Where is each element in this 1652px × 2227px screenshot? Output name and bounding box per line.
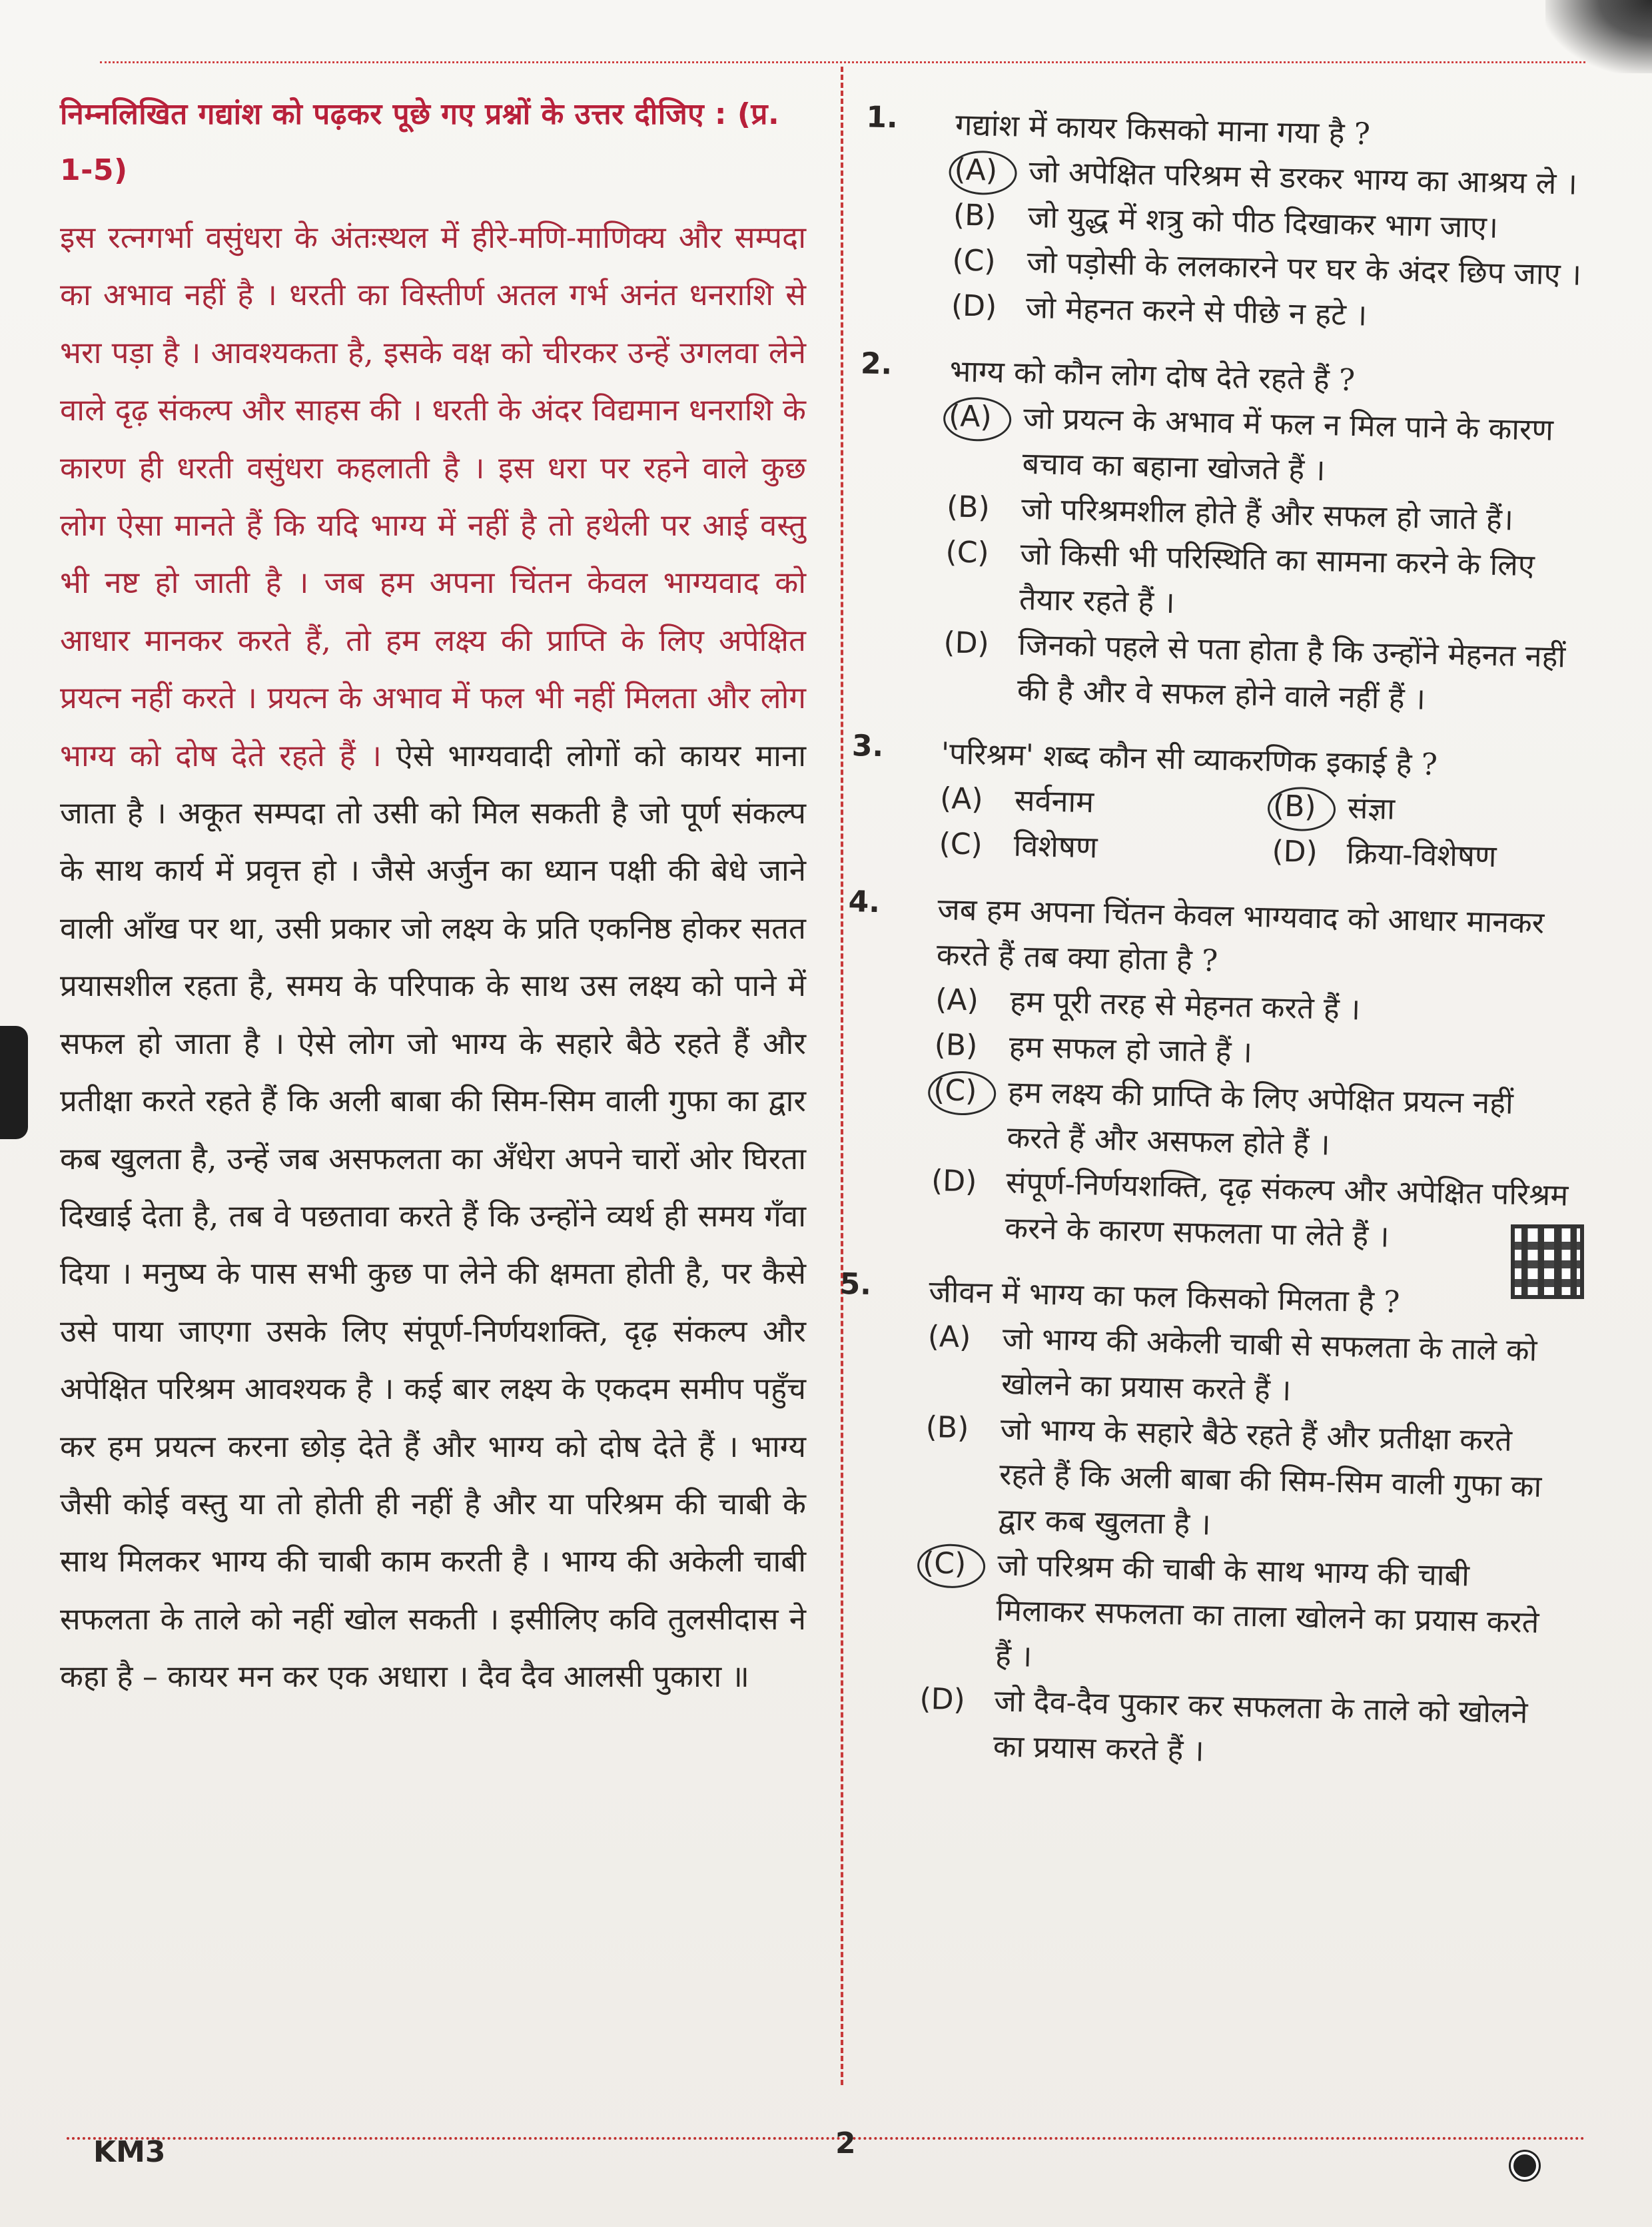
question-text: जीवन में भाग्य का फल किसको मिलता है ? — [928, 1273, 1400, 1320]
option-label: (B) — [934, 1028, 978, 1063]
option-a — [939, 776, 1273, 829]
option-label-circled: (B) — [1272, 783, 1340, 830]
option-label-circled: (A) — [948, 394, 1016, 440]
option-text: जो परिश्रम की चाबी के साथ भाग्य की चाबी मिलाकर सफलता का ताला खोलने का प्रयास करते हैं । — [995, 1547, 1540, 1674]
option-label: (D) — [919, 1681, 966, 1717]
top-rule — [100, 61, 1585, 63]
option-text: जो किसी भी परिस्थिति का सामना करने के लिए तैयार रहते हैं । — [1019, 536, 1535, 621]
options-list — [918, 1314, 1567, 1782]
question-number: 2. — [860, 346, 893, 382]
option-text: संपूर्ण-निर्णयशक्ति, दृढ़ संकल्प और अपेक्षित परिश्रम करने के कारण सफलता पा लेते हैं । — [1005, 1164, 1569, 1254]
passage-main: ऐसे भाग्यवादी लोगों को कायर माना जाता है । अकूत सम्पदा तो उसी को मिल सकती है जो पूर्ण संकल्प के साथ कार्य में प्रवृत्त हो । जैसे अर्जुन का ध्यान पक्षी की बेधे जाने वाली आँख पर था, उसी प्रकार जो लक्ष्य के प्रति एकनिष्ठ होकर सतत प्रयासशील रहता है, समय के परिपाक के साथ उस लक्ष्य को पाने में सफल हो जाता है । ऐसे लोग जो भाग्य के सहारे बैठे रहते हैं और प्रतीक्षा करते रहते हैं कि अली बाबा की सिम-सिम वाली गुफा का द्वार कब खुलता है, उन्हें जब असफलता का अँधेरा अपने चारों ओर घिरता दिखाई देता है, तब वे पछतावा करते हैं कि उन्होंने व्यर्थ ही समय गँवा दिया । मनुष्य के पास सभी कुछ पा लेने की क्षमता होती है, पर कैसे उसे पाया जाएगा उसके लिए संपूर्ण-निर्णयशक्ति, दृढ़ संकल्प और अपेक्षित परिश्रम आवश्यक है । कई बार लक्ष्य के एकदम समीप पहुँच कर हम प्रयत्न करना छोड़ देते हैं और भाग्य को दोष देते हैं । भाग्य जैसी कोई वस्तु या तो होती ही नहीं है और या परिश्रम की चाबी के साथ मिलकर भाग्य की चाबी काम करती है । भाग्य की अकेली चाबी सफलता के ताले को नहीं खोल सकती । इसीलिए कवि तुलसीदास ने कहा है – कायर मन कर एक अधारा । दैव दैव आलसी पुकारा ॥ — [60, 737, 806, 1695]
option-text: जो अपेक्षित परिश्रम से डरकर भाग्य का आश्रय ले । — [1029, 153, 1578, 202]
option-label: (C) — [951, 243, 997, 278]
question-3 — [839, 729, 1581, 881]
option-label: (B) — [953, 198, 997, 233]
question-number: 4. — [848, 885, 881, 920]
question-1 — [851, 100, 1595, 343]
option-text: जो युद्ध में शत्रु को पीठ दिखाकर भाग जाए। — [1027, 199, 1499, 245]
question-2 — [842, 346, 1589, 725]
paper-code: KM3 — [93, 2135, 166, 2169]
instructions-heading: निम्नलिखित गद्यांश को पढ़कर पूछे गए प्रश्नों के उत्तर दीजिए : (प्र. 1-5) — [60, 97, 780, 187]
option-text: जो मेहनत करने से पीछे न हटे । — [1025, 289, 1368, 333]
option-text: हम सफल हो जाते हैं । — [1009, 1029, 1253, 1070]
option-text: जो परिश्रमशील होते हैं और सफल हो जाते हैं। — [1021, 490, 1514, 538]
page-number: 2 — [835, 2126, 856, 2160]
option-label-circled: (C) — [922, 1541, 990, 1587]
option-c — [920, 1541, 1562, 1691]
option-d — [942, 620, 1583, 725]
option-c — [944, 530, 1585, 635]
option-label: (B) — [946, 490, 991, 525]
option-text: जो भाग्य के सहारे बैठे रहते हैं और प्रतीक्षा करते रहते हैं कि अली बाबा की सिम-सिम वाली गुफा का द्वार कब खुलता है । — [998, 1411, 1542, 1542]
option-label: (C) — [939, 827, 983, 862]
option-b — [923, 1405, 1565, 1556]
passage-column — [60, 87, 806, 1706]
registration-dot-icon — [1511, 2152, 1539, 2180]
question-text: भाग्य को कौन लोग दोष देते रहते हैं ? — [949, 353, 1356, 398]
option-d — [918, 1677, 1559, 1782]
option-label-circled: (A) — [954, 147, 1022, 194]
question-text: 'परिश्रम' शब्द कौन सी व्याकरणिक इकाई है ? — [941, 735, 1438, 783]
options-list — [951, 147, 1594, 343]
question-text: जब हम अपना चिंतन केवल भाग्यवाद को आधार मानकर करते हैं तब क्या होता है ? — [936, 891, 1545, 979]
question-5 — [818, 1267, 1569, 1782]
option-text: हम लक्ष्य की प्राप्ति के लिए अपेक्षित प्रयत्न नहीं करते हैं और असफल होते हैं । — [1007, 1074, 1514, 1162]
option-b — [1272, 783, 1579, 835]
options-list — [942, 394, 1589, 725]
question-number: 1. — [865, 100, 899, 135]
question-text: गद्यांश में कायर किसको माना गया है ? — [955, 107, 1371, 152]
bottom-rule — [67, 2137, 1585, 2140]
passage-text — [60, 209, 806, 1706]
option-text: क्रिया-विशेषण — [1346, 835, 1497, 875]
option-text: संज्ञा — [1347, 790, 1396, 827]
option-label: (A) — [935, 983, 979, 1018]
option-label: (D) — [943, 626, 990, 661]
option-text: जिनको पहले से पता होता है कि उन्होंने मेहनत नहीं की है और वे सफल होने वाले नहीं हैं । — [1017, 626, 1566, 717]
binding-shadow — [0, 1026, 28, 1139]
question-number: 5. — [839, 1266, 872, 1302]
option-label: (A) — [939, 781, 984, 817]
option-d — [1272, 829, 1579, 881]
questions-column — [818, 100, 1595, 1802]
option-a — [927, 1314, 1568, 1420]
option-label: (A) — [927, 1319, 971, 1355]
option-d — [930, 1158, 1571, 1264]
option-text: जो पड़ोसी के ललकारने पर घर के अंदर छिप जाए । — [1026, 244, 1582, 292]
qr-code-icon — [1511, 1224, 1584, 1299]
option-text: जो प्रयत्न के अभाव में फल न मिल पाने के कारण बचाव का बहाना खोजते हैं । — [1022, 400, 1554, 488]
option-c — [939, 821, 1272, 874]
passage-red-lead: इस रत्नगर्भा वसुंधरा के अंतःस्थल में हीरे-मणि-माणिक्य और सम्पदा का अभाव नहीं है । धरती का विस्तीर्ण अतल गर्भ अनंत धनराशि से भरा पड़ा है । आवश्यकता है, इसके वक्ष को चीरकर उन्हें उगलवा लेने वाले दृढ़ संकल्प और साहस की । धरती के अंदर विद्यमान धनराशि के कारण ही धरती वसुंधरा कहलाती है । इस धरा पर रहने वाले कुछ लोग ऐसा मानते हैं कि यदि भाग्य में नहीं है तो हथेली पर आई वस्तु भी नष्ट हो जाती है । जब हम अपना चिंतन केवल भाग्यवाद को आधार मानकर करते हैं, तो हम लक्ष्य की प्राप्ति के लिए अपेक्षित प्रयत्न नहीं करते । प्रयत्न के अभाव में फल भी नहीं मिलता और लोग भाग्य को दोष देते रहते हैं । — [60, 220, 806, 773]
option-text: जो भाग्य की अकेली चाबी से सफलता के ताले को खोलने का प्रयास करते हैं । — [1001, 1320, 1537, 1408]
option-text: जो दैव-दैव पुकार कर सफलता के ताले को खोलने का प्रयास करते हैं । — [993, 1683, 1529, 1769]
option-label: (D) — [1271, 834, 1318, 870]
option-label: (C) — [945, 535, 990, 570]
option-label: (D) — [951, 288, 997, 324]
option-text: सर्वनाम — [1014, 782, 1094, 820]
question-number: 3. — [851, 729, 884, 764]
option-c — [932, 1068, 1573, 1173]
option-label: (B) — [925, 1410, 969, 1446]
options-list — [930, 977, 1575, 1264]
option-label-circled: (C) — [933, 1068, 1001, 1114]
option-label: (D) — [931, 1163, 977, 1199]
option-text: हम पूरी तरह से मेहनत करते हैं । — [1009, 983, 1361, 1027]
question-4 — [830, 885, 1577, 1264]
options-grid — [939, 776, 1580, 881]
option-a — [947, 394, 1589, 499]
option-text: विशेषण — [1013, 827, 1098, 865]
